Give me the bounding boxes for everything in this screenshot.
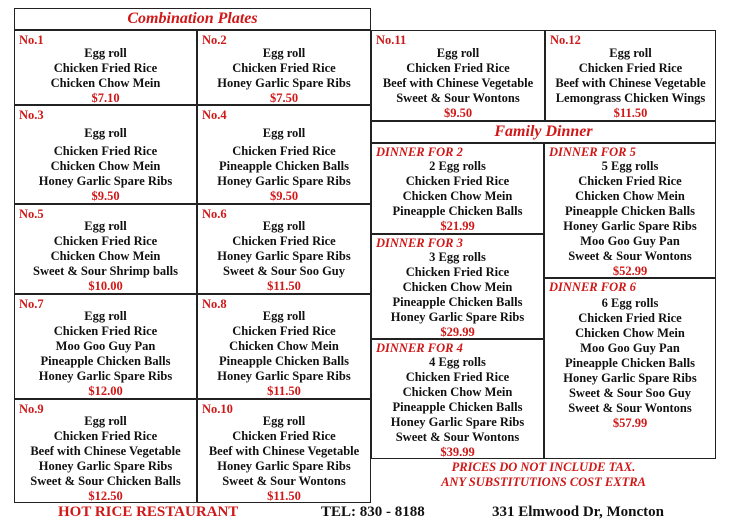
dinner-item: Moo Goo Guy Pan: [580, 234, 680, 248]
dinner-item: Sweet & Sour Soo Guy: [568, 386, 691, 400]
dinner-title: DINNER FOR 3: [376, 236, 463, 250]
plate-item: Egg roll: [262, 46, 306, 60]
plate-item: Honey Garlic Spare Ribs: [217, 174, 351, 188]
plate-price: $7.50: [269, 91, 299, 105]
dinner-price: $21.99: [440, 219, 475, 233]
plate-item: Honey Garlic Spare Ribs: [217, 459, 351, 473]
dinner-item: Honey Garlic Spare Ribs: [563, 219, 697, 233]
plate-item: Chicken Fried Rice: [53, 429, 158, 443]
plate-item: Beef with Chinese Vegetable: [30, 444, 181, 458]
plate-number: No.2: [202, 33, 227, 47]
plate-item: Chicken Fried Rice: [406, 61, 510, 75]
dinner-item: Chicken Fried Rice: [578, 174, 682, 188]
plate-item: Chicken Fried Rice: [232, 144, 336, 158]
plate-item: Chicken Chow Mein: [50, 76, 161, 90]
dinner-item: Honey Garlic Spare Ribs: [563, 371, 697, 385]
plate-item: Sweet & Sour Soo Guy: [222, 264, 345, 278]
tax-notice: [371, 460, 716, 490]
family-dinner-title: Family Dinner: [371, 121, 716, 143]
dinner-for-4: [371, 339, 544, 459]
dinner-price: $29.99: [440, 325, 475, 339]
combo-plate-12: [545, 30, 716, 121]
combo-plate-1: [14, 30, 197, 105]
plate-item: Sweet & Sour Chicken Balls: [30, 474, 181, 488]
dinner-item: Chicken Chow Mein: [402, 385, 513, 399]
plate-item: Honey Garlic Spare Ribs: [217, 76, 351, 90]
dinner-price: $52.99: [612, 264, 648, 278]
plate-item: Beef with Chinese Vegetable: [555, 76, 706, 90]
plate-number: No.1: [19, 33, 44, 47]
plate-item: Egg roll: [84, 219, 127, 233]
plate-item: Egg roll: [84, 126, 127, 140]
plate-item: Chicken Fried Rice: [53, 234, 158, 248]
plate-item: Honey Garlic Spare Ribs: [38, 369, 173, 383]
dinner-item: Chicken Fried Rice: [405, 265, 510, 279]
plate-item: Egg roll: [609, 46, 652, 60]
plate-item: Egg roll: [262, 309, 306, 323]
plate-item: Pineapple Chicken Balls: [219, 354, 349, 368]
dinner-item: Chicken Chow Mein: [402, 280, 513, 294]
plate-item: Sweet & Sour Shrimp balls: [33, 264, 178, 278]
plate-number: No.7: [19, 297, 44, 311]
plate-number: No.9: [19, 402, 44, 416]
plate-item: Chicken Chow Mein: [50, 249, 161, 263]
plate-price: $9.50: [91, 189, 120, 203]
tax-note-line: PRICES DO NOT INCLUDE TAX.: [451, 460, 636, 474]
plate-number: No.3: [19, 108, 44, 122]
plate-item: Chicken Chow Mein: [50, 159, 161, 173]
dinner-item: Pineapple Chicken Balls: [392, 400, 523, 414]
substitution-note-line: ANY SUBSTITUTIONS COST EXTRA: [441, 475, 646, 489]
combo-plate-3: [14, 105, 197, 204]
dinner-item: Chicken Fried Rice: [405, 370, 510, 384]
plate-item: Egg roll: [84, 309, 127, 323]
dinner-item: Sweet & Sour Wontons: [568, 249, 692, 263]
plate-item: Beef with Chinese Vegetable: [382, 76, 534, 90]
plate-item: Egg roll: [262, 126, 306, 140]
combo-plate-5: [14, 204, 197, 294]
plate-item: Chicken Fried Rice: [232, 429, 336, 443]
plate-price: $11.50: [267, 384, 301, 398]
restaurant-name: HOT RICE RESTAURANT: [58, 504, 239, 520]
plate-item: Chicken Fried Rice: [232, 234, 336, 248]
dinner-item: Pineapple Chicken Balls: [565, 356, 695, 370]
plate-item: Chicken Fried Rice: [53, 324, 158, 338]
dinner-item: 5 Egg rolls: [601, 159, 659, 173]
plate-item: Honey Garlic Spare Ribs: [38, 174, 173, 188]
plate-number: No.10: [202, 402, 233, 416]
dinner-item: Pineapple Chicken Balls: [392, 295, 523, 309]
dinner-item: Chicken Chow Mein: [575, 326, 685, 340]
dinner-item: 4 Egg rolls: [429, 355, 486, 369]
plate-number: No.11: [376, 33, 407, 47]
dinner-for-2: [371, 143, 544, 234]
plate-price: $9.50: [443, 106, 473, 120]
dinner-for-6: [544, 278, 716, 459]
dinner-price: $39.99: [440, 445, 475, 459]
dinner-item: 2 Egg rolls: [429, 159, 486, 173]
dinner-item: Sweet & Sour Wontons: [568, 401, 692, 415]
plate-item: Beef with Chinese Vegetable: [208, 444, 360, 458]
plate-item: Moo Goo Guy Pan: [55, 339, 156, 353]
dinner-for-5: [544, 143, 716, 278]
dinner-item: Chicken Chow Mein: [575, 189, 685, 203]
plate-price: $12.50: [88, 489, 123, 503]
dinner-item: Chicken Fried Rice: [578, 311, 682, 325]
plate-item: Chicken Fried Rice: [53, 144, 158, 158]
plate-item: Honey Garlic Spare Ribs: [38, 459, 173, 473]
plate-price: $11.50: [267, 279, 301, 293]
dinner-item: Honey Garlic Spare Ribs: [390, 415, 525, 429]
plate-item: Pineapple Chicken Balls: [40, 354, 171, 368]
plate-number: No.8: [202, 297, 227, 311]
plate-item: Egg roll: [84, 46, 127, 60]
dinner-price: $57.99: [612, 416, 648, 430]
combo-plate-9: [14, 399, 197, 503]
plate-price: $11.50: [267, 489, 301, 503]
dinner-item: Pineapple Chicken Balls: [392, 204, 523, 218]
plate-item: Chicken Fried Rice: [232, 61, 336, 75]
plate-price: $7.10: [91, 91, 120, 105]
dinner-item: Chicken Chow Mein: [402, 189, 513, 203]
restaurant-phone: TEL: 830 - 8188: [321, 504, 425, 520]
plate-price: $9.50: [269, 189, 299, 203]
plate-item: Chicken Fried Rice: [578, 61, 683, 75]
plate-item: Egg roll: [262, 414, 306, 428]
plate-item: Pineapple Chicken Balls: [219, 159, 349, 173]
combo-plate-7: [14, 294, 197, 399]
dinner-item: 3 Egg rolls: [429, 250, 486, 264]
dinner-item: Chicken Fried Rice: [405, 174, 510, 188]
plate-item: Egg roll: [262, 219, 306, 233]
plate-price: $10.00: [88, 279, 123, 293]
plate-item: Chicken Fried Rice: [53, 61, 158, 75]
dinner-title: DINNER FOR 2: [376, 145, 463, 159]
dinner-title: DINNER FOR 4: [376, 341, 463, 355]
plate-number: No.4: [202, 108, 227, 122]
plate-price: $12.00: [88, 384, 123, 398]
combo-plate-11: [371, 30, 545, 121]
plate-item: Sweet & Sour Wontons: [222, 474, 346, 488]
dinner-item: Moo Goo Guy Pan: [580, 341, 680, 355]
plate-number: No.6: [202, 207, 227, 221]
restaurant-address: 331 Elmwood Dr, Moncton: [492, 504, 664, 520]
plate-number: No.12: [550, 33, 581, 47]
combination-plates-title: Combination Plates: [14, 8, 371, 30]
combo-plate-2: [197, 30, 371, 105]
plate-price: $11.50: [613, 106, 648, 120]
plate-item: Egg roll: [436, 46, 480, 60]
dinner-title: DINNER FOR 5: [549, 145, 636, 159]
dinner-for-3: [371, 234, 544, 339]
combo-plate-8: [197, 294, 371, 399]
plate-item: Sweet & Sour Wontons: [396, 91, 520, 105]
dinner-item: Sweet & Sour Wontons: [395, 430, 520, 444]
plate-item: Egg roll: [84, 414, 127, 428]
plate-item: Honey Garlic Spare Ribs: [217, 249, 351, 263]
dinner-title: DINNER FOR 6: [549, 280, 636, 294]
dinner-item: Honey Garlic Spare Ribs: [390, 310, 525, 324]
plate-item: Lemongrass Chicken Wings: [555, 91, 706, 105]
plate-number: No.5: [19, 207, 44, 221]
plate-item: Honey Garlic Spare Ribs: [217, 369, 351, 383]
dinner-item: Pineapple Chicken Balls: [565, 204, 695, 218]
plate-item: Chicken Chow Mein: [229, 339, 339, 353]
dinner-item: 6 Egg rolls: [601, 296, 659, 310]
plate-item: Chicken Fried Rice: [232, 324, 336, 338]
combo-plate-6: [197, 204, 371, 294]
combo-plate-10: [197, 399, 371, 503]
combo-plate-4: [197, 105, 371, 204]
